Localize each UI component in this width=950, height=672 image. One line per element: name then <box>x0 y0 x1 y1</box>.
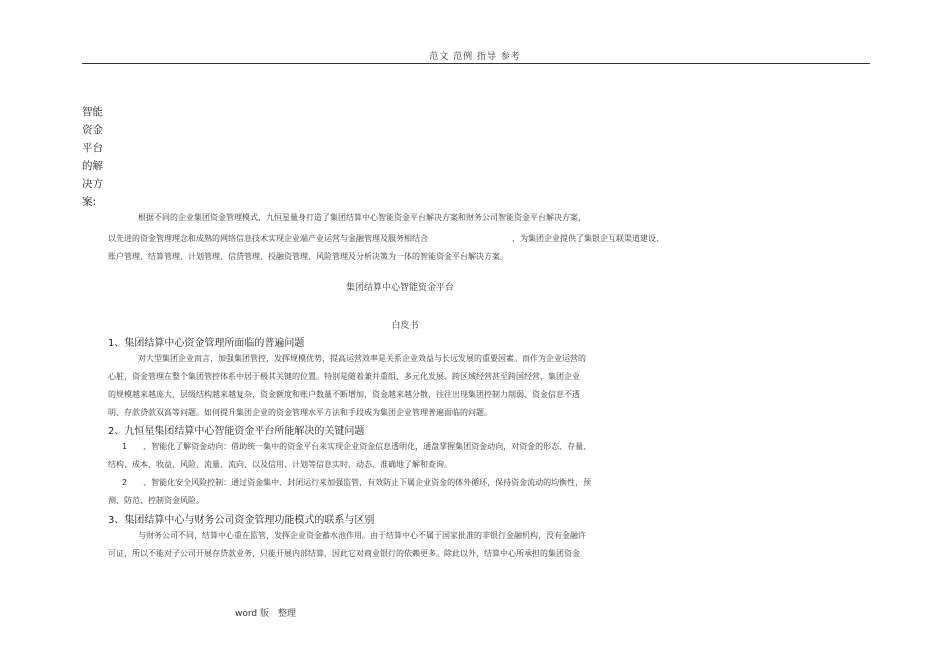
section-1-line-4: 明、存款贷款双高等问题。如何提升集团企业的资金管理水平方法和手段成为集团企业管理普遍面临的问题。 <box>108 408 492 417</box>
section-1-line-3: 的规模越来越庞大，层级结构越来越复杂，资金额度和账户数量不断增加，资金越来越分散，往往出现集团控制力削弱、资金信息不透 <box>108 390 580 399</box>
intro-line-2b: ，为集团企业提供了集银企互联渠道建设、 <box>512 234 664 243</box>
section-2-line-4: 测、防范、控制资金风险。 <box>108 496 204 505</box>
section-1-heading: 1、集团结算中心资金管理所面临的普遍问题 <box>108 338 305 349</box>
page-footer: word 版 整理 <box>235 609 296 619</box>
page-header: 范文 范例 指导 参考 <box>429 52 521 62</box>
intro-line-3: 账户管理、结算管理、计划管理、信贷管理、投融资管理、风险管理及分析决策为一体的智能资金平台解决方案。 <box>108 252 508 261</box>
side-title: 智能资金平台的解决方案: <box>82 106 103 208</box>
section-1-line-1: 对大型集团企业而言，加强集团管控，发挥规模优势，提高运营效率是关系企业效益与长远发展的重要因素。而作为企业运营的 <box>138 354 586 363</box>
section-2-line-2: 结构、成本、收益、风险、流量、流向、以及信用、计划等信息实时、动态、准确地了解和查询。 <box>108 460 452 469</box>
doc-subtitle: 白皮书 <box>391 321 419 331</box>
section-3-line-2: 可证，所以不能对子公司开展存贷款业务，只能开展内部结算，因此它对商业银行的依赖更多。除此以外，结算中心所承担的集团资金 <box>108 549 580 558</box>
doc-title: 集团结算中心智能资金平台 <box>345 283 454 293</box>
intro-line-2a: 以先进的资金管理理念和成熟的网络信息技术实现企业端产业运营与金融管理及服务相结合 <box>108 234 428 243</box>
header-rule <box>82 63 870 64</box>
section-3-line-1: 与财务公司不同，结算中心重在监管，发挥企业资金蓄水池作用。由于结算中心不属于国家批准的非银行金融机构，没有金融许 <box>138 531 586 540</box>
section-2-line-3: 2 、智能化安全风险控制：通过资金集中、封闭运行来加强监管，有效防止下属企业资金的体外循环，保持资金流动的均衡性，预 <box>122 478 592 487</box>
section-2-line-1: 1 、智能化了解资金动向：借助统一集中的资金平台来实现企业资金信息透明化，通盘掌握集团资金动向，对资金的形态、存量、 <box>122 442 592 451</box>
section-3-heading: 3、集团结算中心与财务公司资金管理功能模式的联系与区别 <box>108 515 375 526</box>
section-1-line-2: 心脏，资金管理在整个集团管控体系中居于极其关键的位置。特别是随着兼并重组、多元化发展、跨区域经营甚至跨国经营，集团企业 <box>108 372 580 381</box>
intro-line-1: 根据不同的企业集团资金管理模式，九恒星量身打造了集团结算中心智能资金平台解决方案和财务公司智能资金平台解决方案， <box>138 213 586 222</box>
section-2-heading: 2、九恒星集团结算中心智能资金平台所能解决的关键问题 <box>108 426 365 437</box>
